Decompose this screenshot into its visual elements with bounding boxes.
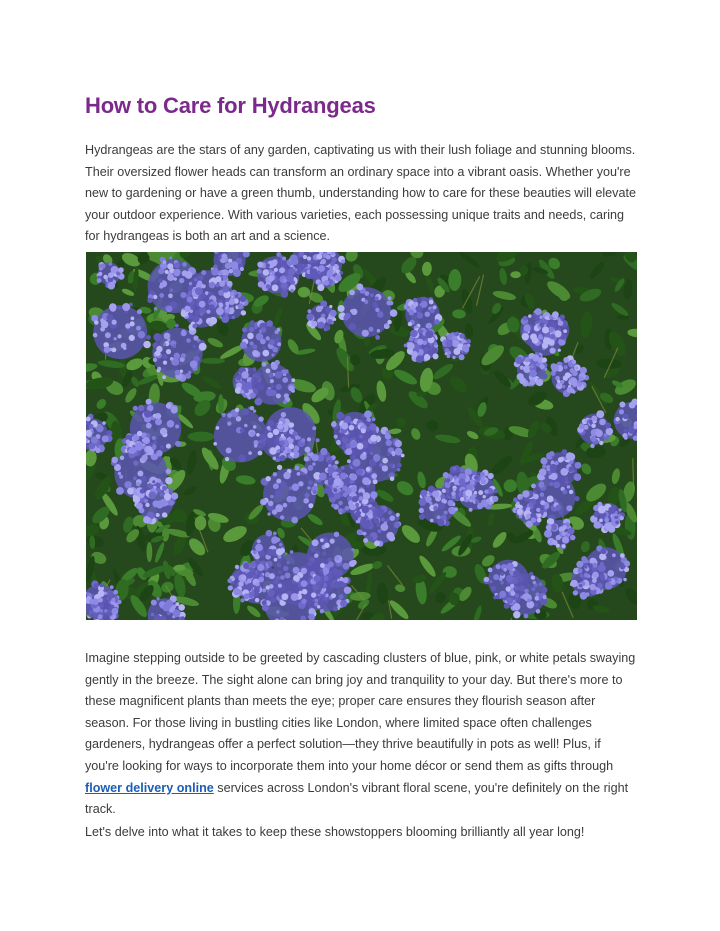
closing-paragraph: Let's delve into what it takes to keep these showstoppers blooming brilliantly all year long! xyxy=(85,825,585,839)
body-text-before-link: Imagine stepping outside to be greeted by cascading clusters of blue, pink, or white petals swaying gently in the breeze. The sight alone can bring joy and tranquility to your day. But there's more to these magnificent plants than meets the eye; proper care ensures they flourish season after season. For those living in bustling cities like London, where limited space often challenges gardeners, hydrangeas offer a perfect solution—they thrive beautifully in pots as well! Plus, if you're looking for ways to incorporate them into your home décor or send them as gifts through xyxy=(85,651,636,773)
flower-delivery-link[interactable]: flower delivery online xyxy=(85,780,214,795)
page-title: How to Care for Hydrangeas xyxy=(85,93,376,118)
flower-bed-image xyxy=(86,252,637,620)
body-text-after-link: services across London's vibrant floral scene, you're definitely on the right track. xyxy=(85,780,629,817)
hydrangea-photo xyxy=(86,252,637,620)
body-paragraph xyxy=(85,648,637,821)
intro-paragraph: Hydrangeas are the stars of any garden, captivating us with their lush foliage and stunning blooms. Their oversized flower heads can transform an ordinary space into a vibrant oasis. Whether you're new to gardening or have a green thumb, understanding how to care for these beauties will elevate your outdoor experience. With various varieties, each possessing unique traits and needs, caring for hydrangeas is both an art and a science. xyxy=(85,143,636,244)
